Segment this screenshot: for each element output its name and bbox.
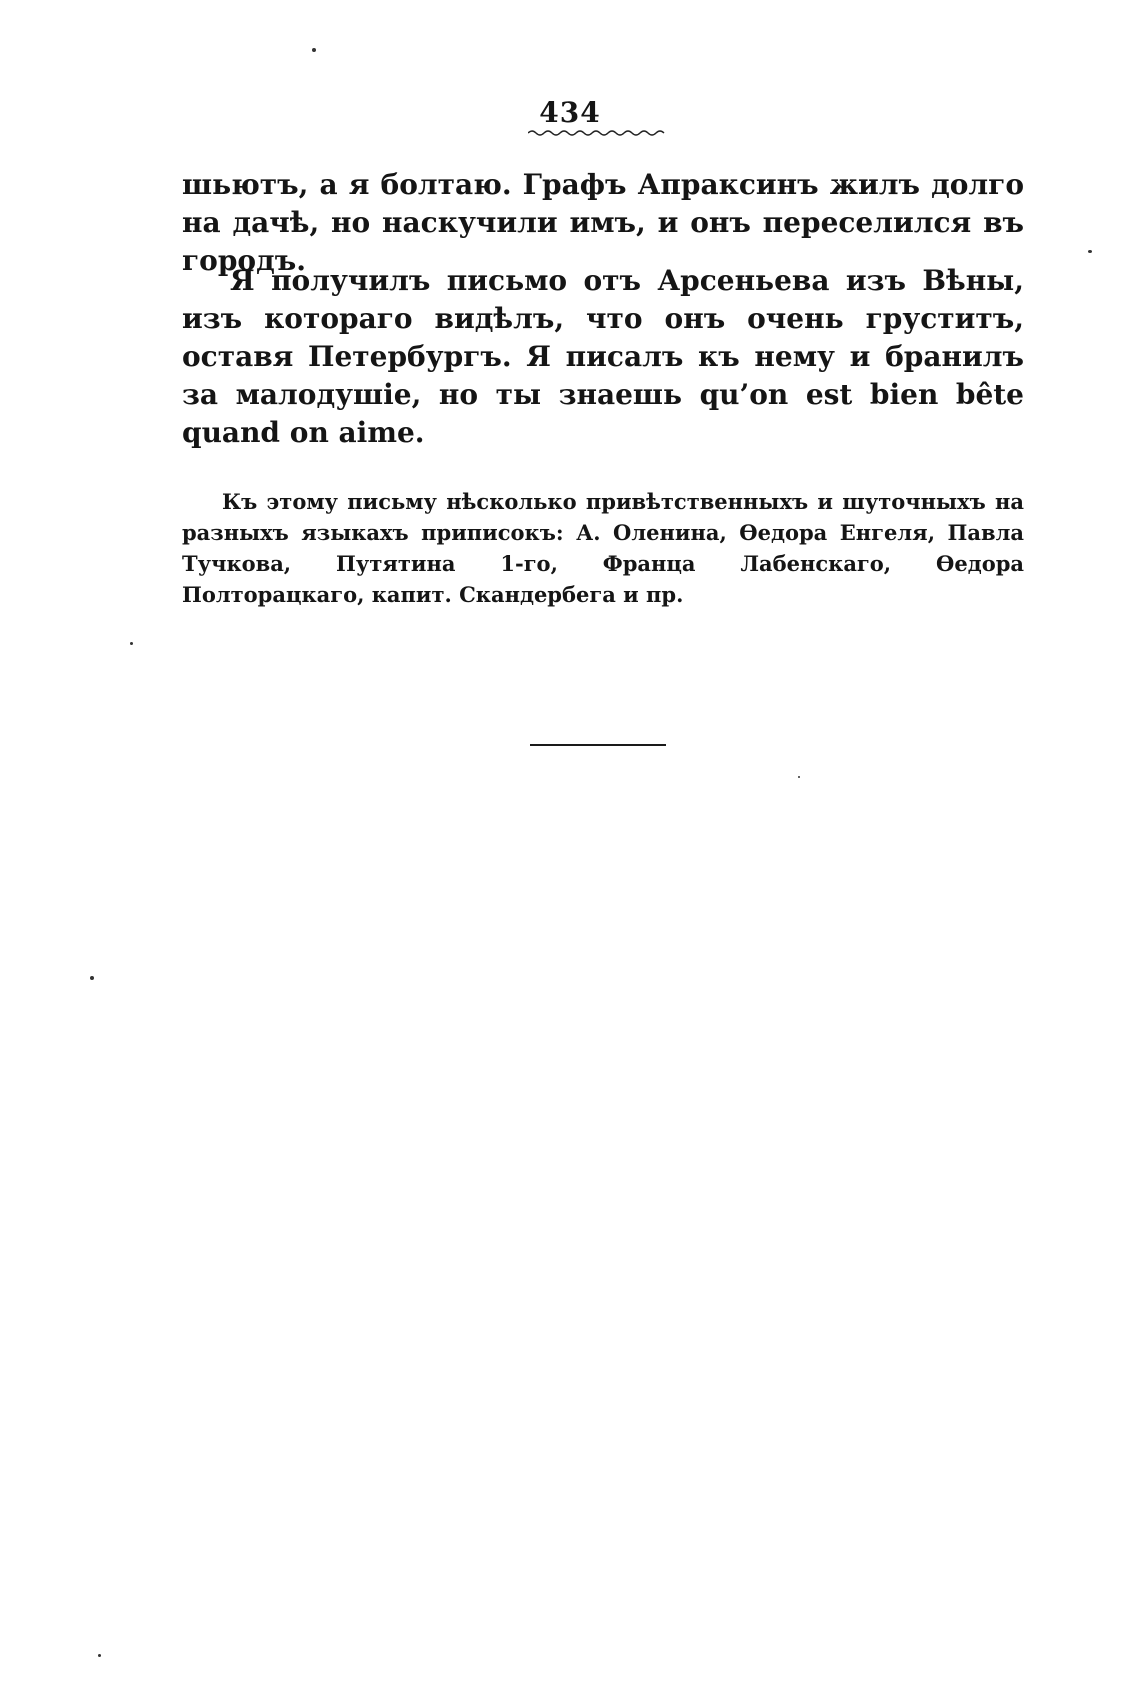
- editorial-note: Къ этому письму нѣсколько привѣтственныхъ и шуточныхъ на разныхъ языкахъ приписокъ: А. Оленина, Өедора Енгеля, Павла Тучкова, Путятина 1-го, Франца Лабенскаго, Өедора Полторацкаго, капит. Скандербега и пр.: [182, 489, 1024, 607]
- wavy-rule-ornament: [528, 128, 668, 138]
- scan-speck: [130, 642, 133, 645]
- scan-speck: [98, 1654, 101, 1657]
- paragraph-2: Я получилъ письмо отъ Арсеньева изъ Вѣны, изъ котораго видѣлъ, что онъ очень груститъ, оставя Петербургъ. Я писалъ къ нему и бранилъ за малодушіе, но ты знаешь qu’on est bien bête quand on aime.: [182, 264, 1024, 449]
- paragraph-1: шьютъ, а я болтаю. Графъ Апраксинъ жилъ долго на дачѣ, но наскучили имъ, и онъ переселился въ городъ.: [182, 168, 1024, 277]
- end-rule: [530, 744, 666, 746]
- scan-speck: [1088, 250, 1092, 253]
- page-number: 434: [539, 96, 601, 129]
- scan-speck: [312, 48, 316, 52]
- scan-speck: [90, 976, 94, 980]
- scan-speck: [798, 776, 800, 778]
